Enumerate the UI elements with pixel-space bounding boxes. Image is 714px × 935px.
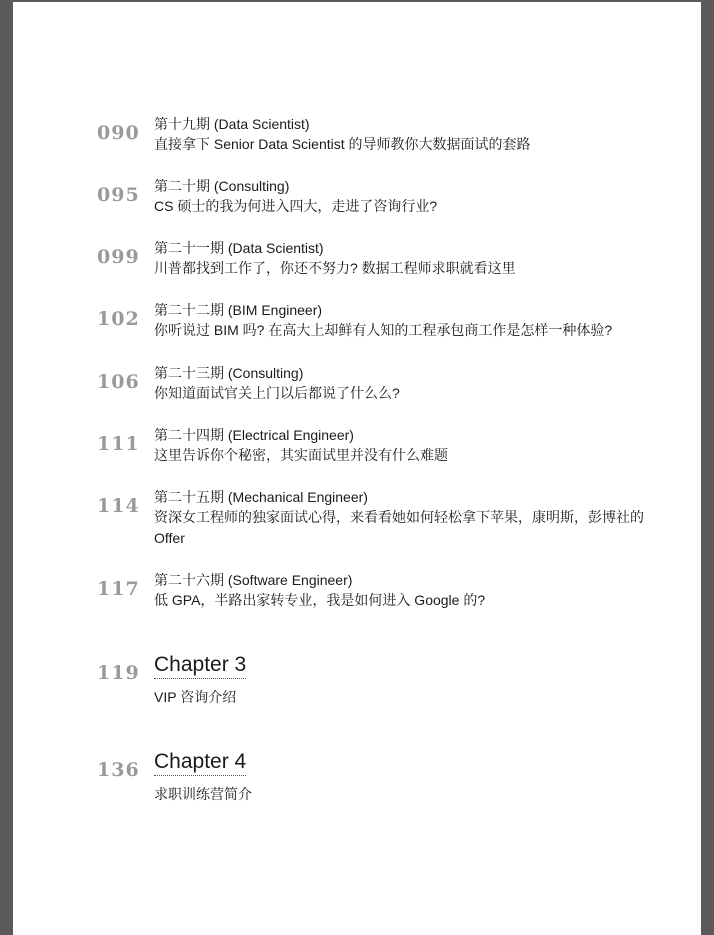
chapter-title[interactable]: Chapter 4	[154, 749, 246, 776]
page-number: 114	[97, 495, 140, 517]
page-number: 117	[97, 578, 140, 600]
page-number: 136	[97, 759, 140, 781]
entry-description: 川普都找到工作了，你还不努力? 数据工程师求职就看这里	[154, 260, 516, 276]
page-number: 099	[97, 246, 140, 268]
entry-description: CS 硕士的我为何进入四大，走进了咨询行业?	[154, 198, 438, 214]
chapter-description: 求职训练营简介	[154, 786, 252, 802]
page-number: 106	[97, 371, 140, 393]
document-page	[13, 2, 701, 935]
entry-description: 直接拿下 Senior Data Scientist 的导师教你大数据面试的套路	[154, 136, 531, 152]
entry-title: 第二十三期 (Consulting)	[154, 365, 304, 381]
entry-title: 第二十二期 (BIM Engineer)	[154, 302, 323, 318]
entry-title: 第二十期 (Consulting)	[154, 178, 290, 194]
entry-title: 第二十一期 (Data Scientist)	[154, 240, 324, 256]
entry-description: 低 GPA，半路出家转专业，我是如何进入 Google 的?	[154, 592, 486, 608]
entry-description: 你听说过 BIM 吗? 在高大上却鲜有人知的工程承包商工作是怎样一种体验?	[154, 322, 613, 338]
entry-title: 第二十六期 (Software Engineer)	[154, 572, 353, 588]
entry-description: 资深女工程师的独家面试心得，来看看她如何轻松拿下苹果，康明斯，彭博社的 Offer	[154, 509, 644, 546]
chapter-title[interactable]: Chapter 3	[154, 652, 246, 679]
entry-description: 这里告诉你个秘密，其实面试里并没有什么难题	[154, 447, 448, 463]
entry-title: 第十九期 (Data Scientist)	[154, 116, 310, 132]
page-number: 090	[97, 122, 140, 144]
page-number: 095	[97, 184, 140, 206]
entry-title: 第二十五期 (Mechanical Engineer)	[154, 489, 368, 505]
entry-title: 第二十四期 (Electrical Engineer)	[154, 427, 354, 443]
entry-description: 你知道面试官关上门以后都说了什么么?	[154, 385, 400, 401]
page-number: 119	[97, 662, 140, 684]
page-number: 111	[97, 433, 140, 455]
page-number: 102	[97, 308, 140, 330]
chapter-description: VIP 咨询介绍	[154, 689, 237, 705]
